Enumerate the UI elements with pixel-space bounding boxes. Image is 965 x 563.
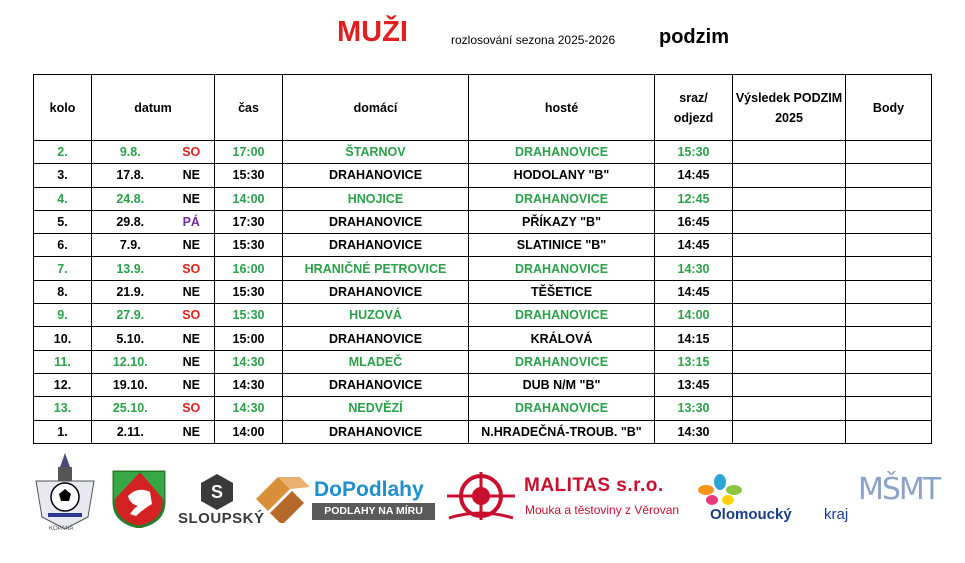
cell-kolo: 8.	[34, 280, 92, 303]
kraj-logo-text: kraj	[824, 506, 849, 523]
cell-sraz: 13:30	[655, 397, 733, 420]
cell-cas: 14:00	[215, 187, 283, 210]
table-row	[34, 373, 932, 396]
cell-den: PÁ	[169, 210, 215, 233]
cell-hoste: DUB N/M "B"	[469, 373, 655, 396]
svg-text:S: S	[210, 482, 224, 502]
cell-datum: 25.10.	[92, 397, 169, 420]
cell-datum: 9.8.	[92, 141, 169, 164]
header-sraz-line1: sraz/	[679, 90, 708, 105]
table-row	[34, 350, 932, 373]
cell-den: SO	[169, 304, 215, 327]
cell-vysledek	[733, 397, 846, 420]
cell-datum: 29.8.	[92, 210, 169, 233]
cell-hoste: HODOLANY "B"	[469, 164, 655, 187]
cell-sraz: 14:30	[655, 420, 733, 443]
table-row	[34, 304, 932, 327]
header-domaci: domácí	[283, 75, 469, 141]
cell-hoste: SLATINICE "B"	[469, 234, 655, 257]
cell-cas: 17:30	[215, 210, 283, 233]
schedule-table	[33, 74, 932, 444]
cell-domaci: HNOJICE	[283, 187, 469, 210]
cell-hoste: DRAHANOVICE	[469, 304, 655, 327]
cell-sraz: 14:45	[655, 280, 733, 303]
malitas-mill-icon	[443, 472, 519, 524]
cell-datum: 19.10.	[92, 373, 169, 396]
malitas-logo-text: MALITAS s.r.o.	[524, 475, 664, 496]
cell-datum: 7.9.	[92, 234, 169, 257]
cell-cas: 14:30	[215, 350, 283, 373]
cell-hoste: PŘÍKAZY "B"	[469, 210, 655, 233]
cell-body	[846, 350, 932, 373]
cell-den: SO	[169, 257, 215, 280]
table-row	[34, 420, 932, 443]
header-datum: datum	[92, 75, 215, 141]
table-row	[34, 141, 932, 164]
club-badge-text: KOPANÁ	[49, 526, 74, 532]
cell-hoste: DRAHANOVICE	[469, 257, 655, 280]
cell-hoste: DRAHANOVICE	[469, 397, 655, 420]
cell-vysledek	[733, 327, 846, 350]
cell-vysledek	[733, 234, 846, 257]
cell-sraz: 14:30	[655, 257, 733, 280]
cell-den: NE	[169, 234, 215, 257]
cell-den: NE	[169, 373, 215, 396]
cell-cas: 16:00	[215, 257, 283, 280]
season-label: podzim	[659, 26, 729, 48]
msmt-logo	[858, 472, 940, 524]
cell-vysledek	[733, 164, 846, 187]
cell-cas: 14:30	[215, 373, 283, 396]
cell-domaci: HRANIČNÉ PETROVICE	[283, 257, 469, 280]
dopodlahy-tagline: PODLAHY NA MÍRU	[324, 505, 423, 517]
cell-den: NE	[169, 420, 215, 443]
cell-domaci: DRAHANOVICE	[283, 420, 469, 443]
header-cas: čas	[215, 75, 283, 141]
olomoucky-logo-text: Olomoucký	[710, 506, 792, 523]
table-row	[34, 257, 932, 280]
cell-body	[846, 373, 932, 396]
cell-sraz: 14:45	[655, 164, 733, 187]
header-body: Body	[846, 75, 932, 141]
table-row	[34, 327, 932, 350]
cell-domaci: ŠTARNOV	[283, 141, 469, 164]
header-vysledek-line2: 2025	[775, 110, 803, 125]
cell-den: SO	[169, 141, 215, 164]
table-row	[34, 280, 932, 303]
table-row	[34, 397, 932, 420]
malitas-tagline: Mouka a těstoviny z Věrovan	[525, 503, 680, 517]
cell-hoste: DRAHANOVICE	[469, 350, 655, 373]
cell-cas: 17:00	[215, 141, 283, 164]
cell-body	[846, 280, 932, 303]
header-hoste: hosté	[469, 75, 655, 141]
dopodlahy-tagline-bar	[312, 503, 435, 520]
cell-cas: 15:00	[215, 327, 283, 350]
cell-hoste: DRAHANOVICE	[469, 187, 655, 210]
cell-sraz: 14:00	[655, 304, 733, 327]
dopodlahy-parquet-icon	[256, 477, 312, 523]
cell-cas: 15:30	[215, 304, 283, 327]
cell-body	[846, 141, 932, 164]
olomoucky-kraj-flower-icon	[696, 474, 744, 506]
cell-kolo: 13.	[34, 397, 92, 420]
header-sraz	[655, 75, 733, 141]
cell-kolo: 2.	[34, 141, 92, 164]
cell-hoste: DRAHANOVICE	[469, 141, 655, 164]
cell-datum: 17.8.	[92, 164, 169, 187]
cell-vysledek	[733, 420, 846, 443]
cell-datum: 13.9.	[92, 257, 169, 280]
header-vysledek-line1: Výsledek PODZIM	[735, 90, 843, 105]
cell-domaci: HUZOVÁ	[283, 304, 469, 327]
cell-kolo: 12.	[34, 373, 92, 396]
cell-kolo: 11.	[34, 350, 92, 373]
cell-den: NE	[169, 280, 215, 303]
cell-domaci: DRAHANOVICE	[283, 164, 469, 187]
sloupsky-logo-mark	[199, 473, 235, 511]
cell-kolo: 4.	[34, 187, 92, 210]
cell-sraz: 12:45	[655, 187, 733, 210]
cell-datum: 27.9.	[92, 304, 169, 327]
table-row	[34, 164, 932, 187]
cell-body	[846, 420, 932, 443]
table-row	[34, 210, 932, 233]
cell-datum: 5.10.	[92, 327, 169, 350]
cell-kolo: 6.	[34, 234, 92, 257]
cell-sraz: 16:45	[655, 210, 733, 233]
cell-kolo: 10.	[34, 327, 92, 350]
cell-hoste: N.HRADEČNÁ-TROUB. "B"	[469, 420, 655, 443]
cell-body	[846, 187, 932, 210]
cell-vysledek	[733, 257, 846, 280]
table-header-row	[34, 75, 932, 141]
cell-domaci: MLADEČ	[283, 350, 469, 373]
cell-datum: 12.10.	[92, 350, 169, 373]
cell-domaci: DRAHANOVICE	[283, 234, 469, 257]
sponsor-logos	[0, 448, 965, 538]
cell-body	[846, 257, 932, 280]
table-row	[34, 234, 932, 257]
cell-hoste: KRÁLOVÁ	[469, 327, 655, 350]
cell-kolo: 3.	[34, 164, 92, 187]
coat-of-arms-logo	[112, 470, 166, 528]
cell-vysledek	[733, 373, 846, 396]
cell-hoste: TĚŠETICE	[469, 280, 655, 303]
cell-sraz: 15:30	[655, 141, 733, 164]
cell-kolo: 1.	[34, 420, 92, 443]
cell-vysledek	[733, 350, 846, 373]
cell-sraz: 14:15	[655, 327, 733, 350]
cell-cas: 15:30	[215, 164, 283, 187]
cell-vysledek	[733, 141, 846, 164]
cell-cas: 14:00	[215, 420, 283, 443]
cell-den: NE	[169, 187, 215, 210]
club-badge-logo	[34, 451, 96, 529]
cell-den: NE	[169, 327, 215, 350]
cell-den: NE	[169, 164, 215, 187]
cell-vysledek	[733, 304, 846, 327]
page-title: MUŽI	[337, 16, 408, 48]
dopodlahy-logo-text: DoPodlahy	[314, 478, 424, 501]
cell-body	[846, 327, 932, 350]
cell-vysledek	[733, 280, 846, 303]
cell-datum: 2.11.	[92, 420, 169, 443]
schedule-subtitle: rozlosování sezona 2025-2026	[451, 33, 616, 47]
cell-body	[846, 304, 932, 327]
header-sraz-line2: odjezd	[673, 110, 714, 125]
cell-domaci: DRAHANOVICE	[283, 210, 469, 233]
header-vysledek	[733, 75, 846, 141]
sloupsky-logo-text: SLOUPSKÝ	[178, 510, 265, 527]
cell-domaci: DRAHANOVICE	[283, 327, 469, 350]
cell-body	[846, 164, 932, 187]
cell-kolo: 5.	[34, 210, 92, 233]
cell-cas: 14:30	[215, 397, 283, 420]
cell-sraz: 14:45	[655, 234, 733, 257]
cell-vysledek	[733, 210, 846, 233]
cell-body	[846, 210, 932, 233]
cell-kolo: 9.	[34, 304, 92, 327]
cell-sraz: 13:15	[655, 350, 733, 373]
cell-den: NE	[169, 350, 215, 373]
cell-vysledek	[733, 187, 846, 210]
table-row	[34, 187, 932, 210]
msmt-logo-text: MŠMT	[858, 472, 940, 507]
cell-sraz: 13:45	[655, 373, 733, 396]
cell-kolo: 7.	[34, 257, 92, 280]
cell-domaci: DRAHANOVICE	[283, 280, 469, 303]
header-kolo: kolo	[34, 75, 92, 141]
cell-body	[846, 234, 932, 257]
cell-datum: 24.8.	[92, 187, 169, 210]
cell-cas: 15:30	[215, 280, 283, 303]
cell-domaci: DRAHANOVICE	[283, 373, 469, 396]
cell-body	[846, 397, 932, 420]
cell-domaci: NEDVĚZÍ	[283, 397, 469, 420]
cell-cas: 15:30	[215, 234, 283, 257]
cell-datum: 21.9.	[92, 280, 169, 303]
cell-den: SO	[169, 397, 215, 420]
